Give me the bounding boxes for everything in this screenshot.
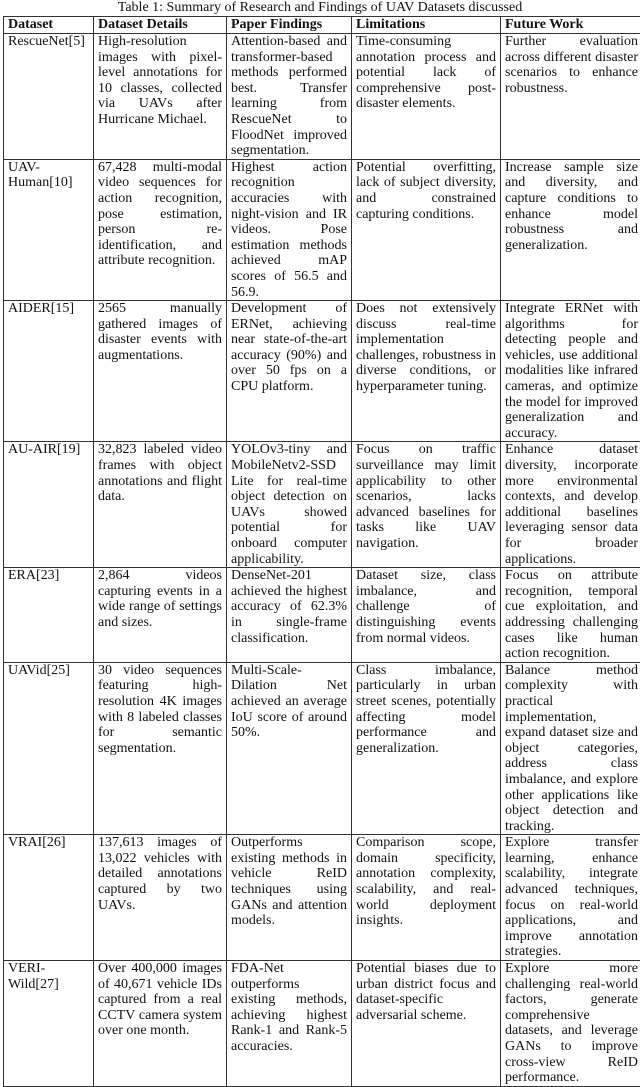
- cell-limitations: Potential overfitting, lack of subject diversity, and constrained capturing conditions.: [352, 159, 501, 300]
- cell-paper-findings: Outperforms existing methods in vehicle ReID techniques using GANs and attention models.: [227, 835, 352, 961]
- cell-limitations: Class imbalance, particularly in urban street scenes, potentially affecting model performance and generalization.: [352, 662, 501, 835]
- cell-limitations: Time-consuming annotation process and potential lack of comprehensive post-disaster elements.: [352, 34, 501, 160]
- table-row: [4, 961, 640, 1087]
- cell-paper-findings: Attention-based and transformer-based methods performed best. Transfer learning from RescueNet to FloodNet improved segmentation.: [227, 34, 352, 160]
- cell-dataset: AU-AIR[19]: [4, 442, 94, 568]
- table-row: [4, 301, 640, 442]
- cell-dataset: UAV-Human[10]: [4, 159, 94, 300]
- cell-paper-findings: DenseNet-201 achieved the highest accuracy of 62.3% in single-frame classification.: [227, 568, 352, 663]
- cell-dataset: VRAI[26]: [4, 835, 94, 961]
- cell-limitations: Dataset size, class imbalance, and challenge of distinguishing events from normal videos.: [352, 568, 501, 663]
- cell-dataset: VERI-Wild[27]: [4, 961, 94, 1087]
- table-header-row: [4, 17, 640, 34]
- cell-dataset-details: Over 400,000 images of 40,671 vehicle IDs captured from a real CCTV camera system over one month.: [94, 961, 227, 1087]
- cell-paper-findings: FDA-Net outperforms existing methods, achieving highest Rank-1 and Rank-5 accuracies.: [227, 961, 352, 1087]
- cell-paper-findings: Highest action recognition accuracies with night-vision and IR videos. Pose estimation methods achieved mAP scores of 56.5 and 56.9.: [227, 159, 352, 300]
- header-paper-findings: Paper Findings: [227, 17, 352, 34]
- cell-future-work: Increase sample size and diversity, and capture conditions to enhance model robustness and generalization.: [501, 159, 640, 300]
- header-dataset-details: Dataset Details: [94, 17, 227, 34]
- uav-datasets-table: [3, 16, 640, 1087]
- table-caption: Table 1: Summary of Research and Findings of UAV Datasets discussed: [0, 0, 640, 15]
- cell-future-work: Explore transfer learning, enhance scalability, integrate advanced techniques, focus on real-world applications, and improve annotation strategies.: [501, 835, 640, 961]
- cell-limitations: Focus on traffic surveillance may limit applicability to other scenarios, lacks advanced baselines for tasks like UAV navigation.: [352, 442, 501, 568]
- header-limitations: Limitations: [352, 17, 501, 34]
- cell-dataset-details: 2565 manually gathered images of disaster events with augmentations.: [94, 301, 227, 442]
- cell-dataset-details: High-resolution images with pixel-level annotations for 10 classes, collected via UAVs after Hurricane Michael.: [94, 34, 227, 160]
- cell-dataset: RescueNet[5]: [4, 34, 94, 160]
- cell-dataset-details: 67,428 multi-modal video sequences for action recognition, pose estimation, person re-identification, and attribute recognition.: [94, 159, 227, 300]
- table-row: [4, 568, 640, 663]
- cell-paper-findings: Development of ERNet, achieving near state-of-the-art accuracy (90%) and over 50 fps on a CPU platform.: [227, 301, 352, 442]
- cell-future-work: Focus on attribute recognition, temporal cue exploitation, and addressing challenging cases like human action recognition.: [501, 568, 640, 663]
- cell-limitations: Does not extensively discuss real-time implementation challenges, robustness in diverse conditions, or hyperparameter tuning.: [352, 301, 501, 442]
- cell-limitations: Potential biases due to urban district focus and dataset-specific adversarial scheme.: [352, 961, 501, 1087]
- cell-paper-findings: Multi-Scale-Dilation Net achieved an average IoU score of around 50%.: [227, 662, 352, 835]
- header-dataset: Dataset: [4, 17, 94, 34]
- cell-dataset-details: 30 video sequences featuring high-resolution 4K images with 8 labeled classes for semantic segmentation.: [94, 662, 227, 835]
- cell-dataset-details: 32,823 labeled video frames with object annotations and flight data.: [94, 442, 227, 568]
- cell-limitations: Comparison scope, domain specificity, annotation complexity, scalability, and real-world deployment insights.: [352, 835, 501, 961]
- cell-dataset: AIDER[15]: [4, 301, 94, 442]
- table-row: [4, 159, 640, 300]
- cell-dataset-details: 2,864 videos capturing events in a wide range of settings and sizes.: [94, 568, 227, 663]
- cell-future-work: Explore more challenging real-world factors, generate comprehensive datasets, and leverage GANs to improve cross-view ReID performance.: [501, 961, 640, 1087]
- cell-dataset-details: 137,613 images of 13,022 vehicles with detailed annotations captured by two UAVs.: [94, 835, 227, 961]
- cell-future-work: Integrate ERNet with algorithms for detecting people and vehicles, use additional modalities like infrared cameras, and optimize the model for improved generalization and accuracy.: [501, 301, 640, 442]
- cell-future-work: Further evaluation across different disaster scenarios to enhance robustness.: [501, 34, 640, 160]
- header-future-work: Future Work: [501, 17, 640, 34]
- cell-future-work: Enhance dataset diversity, incorporate more environmental contexts, and develop additional baselines leveraging sensor data for broader applications.: [501, 442, 640, 568]
- cell-future-work: Balance method complexity with practical implementation, expand dataset size and object categories, address class imbalance, and explore other applications like object detection and tracking.: [501, 662, 640, 835]
- table-row: [4, 442, 640, 568]
- table-row: [4, 34, 640, 160]
- cell-paper-findings: YOLOv3-tiny and MobileNetv2-SSD Lite for real-time object detection on UAVs showed potential for onboard computer applicability.: [227, 442, 352, 568]
- table-row: [4, 835, 640, 961]
- cell-dataset: ERA[23]: [4, 568, 94, 663]
- table-row: [4, 662, 640, 835]
- cell-dataset: UAVid[25]: [4, 662, 94, 835]
